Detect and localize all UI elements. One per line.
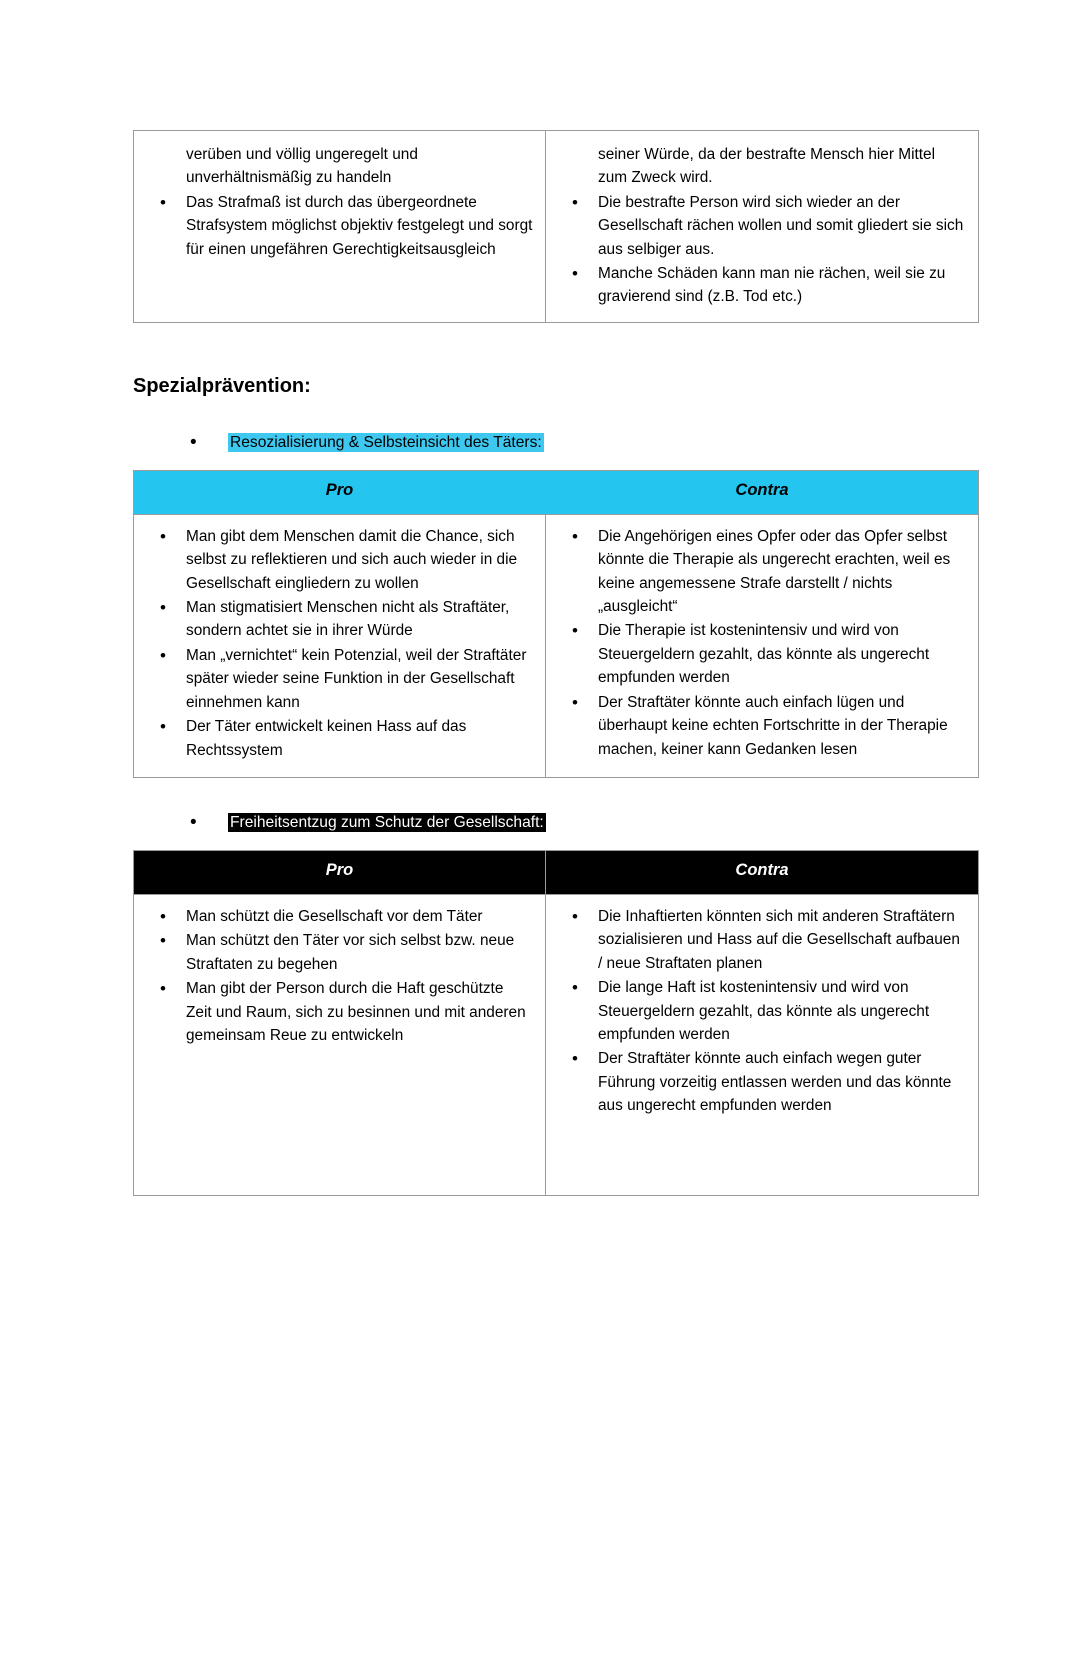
list-item: • Manche Schäden kann man nie rächen, weil sie zu gravierend sind (z.B. Tod etc.) xyxy=(584,262,966,309)
list-item: • Die Angehörigen eines Opfer oder das Opfer selbst könnte die Therapie als ungerecht erachten, weil es keine angemessene Strafe darstellt / nichts „ausgleicht“ xyxy=(584,525,966,619)
section-title: Spezialprävention: xyxy=(133,374,311,397)
pro-header: Pro xyxy=(134,850,546,894)
contra-header: Contra xyxy=(546,850,979,894)
list-item: • Die lange Haft ist kostenintensiv und wird von Steuergeldern gezahlt, das könnte als ungerecht empfunden werden xyxy=(584,976,966,1046)
table-header-row xyxy=(134,850,979,894)
list-item: • Man „vernichtet“ kein Potenzial, weil der Straftäter später wieder seine Funktion in der Gesellschaft einnehmen kann xyxy=(172,644,533,714)
table-header-row xyxy=(134,470,979,514)
pro-list xyxy=(146,905,533,1047)
contra-list xyxy=(558,525,966,761)
continued-pro-cell xyxy=(134,131,546,323)
list-item: • Der Straftäter könnte auch einfach wegen guter Führung vorzeitig entlassen werden und das könnte aus ungerecht empfunden werden xyxy=(584,1047,966,1117)
continued-pro-list xyxy=(146,143,533,261)
list-item: verüben und völlig ungeregelt und unverhältnismäßig zu handeln xyxy=(186,146,418,187)
contra-header: Contra xyxy=(546,470,979,514)
table-row xyxy=(134,514,979,777)
list-item: • Der Straftäter könnte auch einfach lügen und überhaupt keine echten Fortschritte in der Therapie machen, keiner kann Gedanken lesen xyxy=(584,691,966,761)
table-row xyxy=(134,131,979,323)
procon-table-resozialisierung xyxy=(133,470,979,778)
pro-header: Pro xyxy=(134,470,546,514)
list-item: • Man schützt den Täter vor sich selbst bzw. neue Straftaten zu begehen xyxy=(172,929,533,976)
list-item: seiner Würde, da der bestrafte Mensch hier Mittel zum Zweck wird. xyxy=(598,146,936,187)
continued-procon-table xyxy=(133,130,979,323)
list-item: • Man stigmatisiert Menschen nicht als Straftäter, sondern achtet sie in ihrer Würde xyxy=(172,596,533,643)
pro-cell xyxy=(134,514,546,777)
procon-table-freiheitsentzug xyxy=(133,850,979,1196)
continued-contra-cell xyxy=(546,131,979,323)
list-item: • Das Strafmaß ist durch das übergeordnete Strafsystem möglichst objektiv festgelegt und sorgt für einen ungefähren Gerechtigkeitsausgleich xyxy=(172,191,533,261)
list-item: • Man gibt dem Menschen damit die Chance, sich selbst zu reflektieren und sich auch wieder in die Gesellschaft eingliedern zu wollen xyxy=(172,525,533,595)
list-item: • Der Täter entwickelt keinen Hass auf das Rechtssystem xyxy=(172,715,533,762)
subsection-2-label: Freiheitsentzug zum Schutz der Gesellschaft: xyxy=(230,813,544,831)
contra-cell xyxy=(546,894,979,1195)
subsection-1-label: Resozialisierung & Selbsteinsicht des Täters: xyxy=(230,433,542,451)
pro-list xyxy=(146,525,533,762)
contra-list xyxy=(558,905,966,1118)
list-item: • Man schützt die Gesellschaft vor dem Täter xyxy=(172,905,533,928)
contra-cell xyxy=(546,514,979,777)
pro-cell xyxy=(134,894,546,1195)
list-item: • Die Inhaftierten könnten sich mit anderen Straftätern sozialisieren und Hass auf die Gesellschaft aufbauen / neue Straftaten planen xyxy=(584,905,966,975)
table-row xyxy=(134,894,979,1195)
continued-contra-list xyxy=(558,143,966,309)
list-item: • Man gibt der Person durch die Haft geschützte Zeit und Raum, sich zu besinnen und mit anderen gemeinsam Reue zu entwickeln xyxy=(172,977,533,1047)
list-item: • Die Therapie ist kostenintensiv und wird von Steuergeldern gezahlt, das könnte als ungerecht empfunden werden xyxy=(584,619,966,689)
document-page xyxy=(0,130,1080,1657)
subsection-1-bullet xyxy=(190,434,1080,452)
list-item: • Die bestrafte Person wird sich wieder an der Gesellschaft rächen wollen und somit gliedert sie sich aus selbiger aus. xyxy=(584,191,966,261)
subsection-2-bullet xyxy=(190,814,1080,832)
